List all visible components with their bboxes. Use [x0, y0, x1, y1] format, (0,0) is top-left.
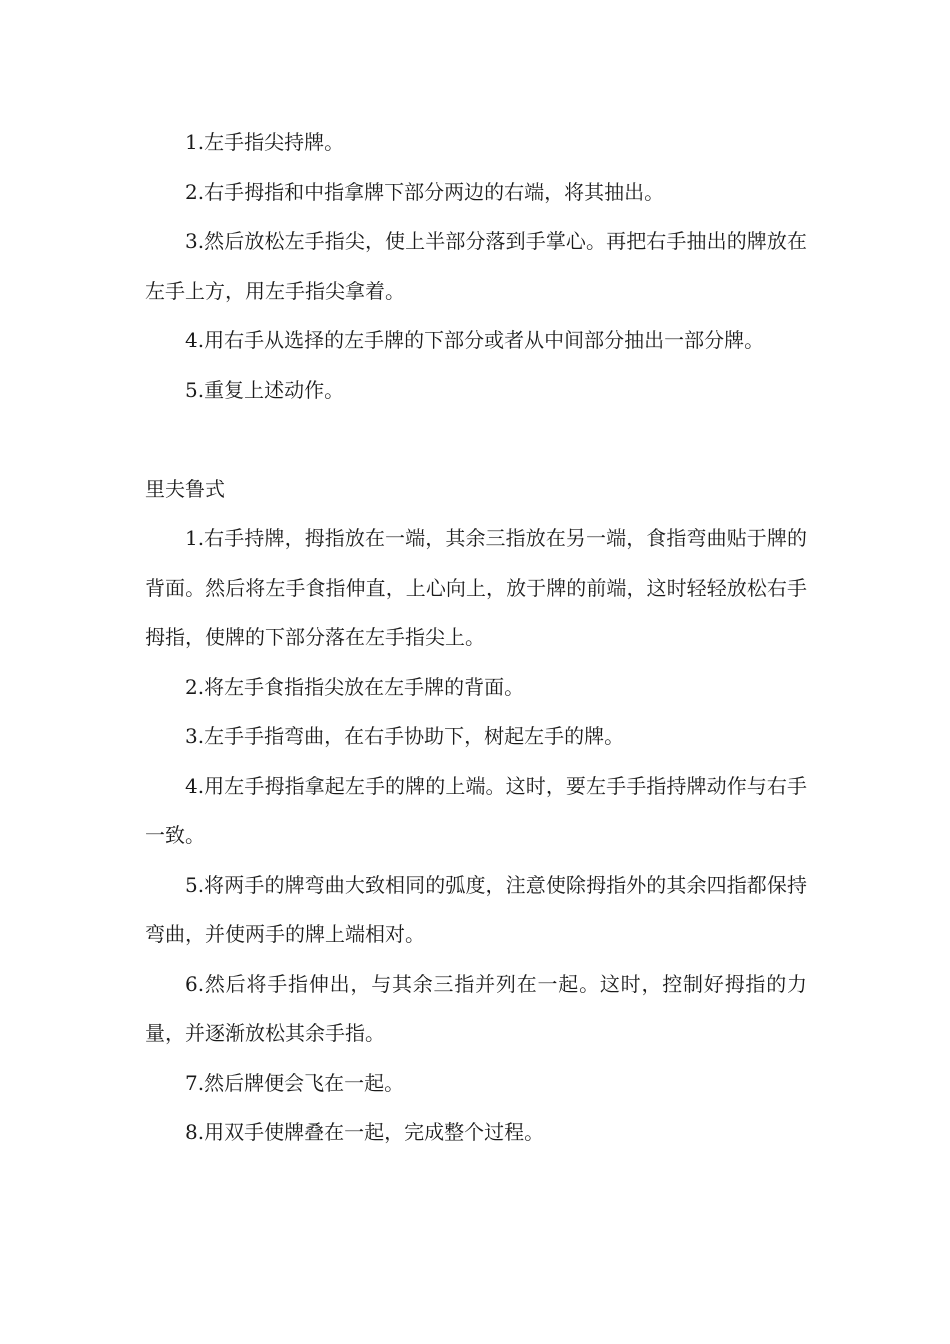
section2-title: 里夫鲁式 [145, 476, 225, 501]
section1-step-2: 2.右手拇指和中指拿牌下部分两边的右端，将其抽出。 [185, 179, 665, 204]
section2-step-3: 3.左手手指弯曲，在右手协助下，树起左手的牌。 [185, 724, 625, 748]
section2-step-8: 8.用双手使牌叠在一起，完成整个过程。 [185, 1120, 545, 1144]
section2-step-7: 7.然后牌便会飞在一起。 [185, 1070, 405, 1095]
section1-step-1: 1.左手指尖持牌。 [185, 130, 345, 154]
section2-step-6: 6.然后将手指伸出，与其余三指并列在一起。这时，控制好拇指的力量，并逐渐放松其余手指。 [145, 971, 807, 1045]
section2-step-5: 5.将两手的牌弯曲大致相同的弧度，注意使除拇指外的其余四指都保持弯曲，并使两手的牌上端相对。 [145, 872, 807, 946]
section1-step-3: 3.然后放松左手指尖，使上半部分落到手掌心。再把右手抽出的牌放在左手上方，用左手指尖拿着。 [145, 229, 807, 303]
section2-step-1: 1.右手持牌，拇指放在一端，其余三指放在另一端，食指弯曲贴于牌的背面。然后将左手食指伸直，上心向上，放于牌的前端，这时轻轻放松右手拇指，使牌的下部分落在左手指尖上。 [145, 526, 807, 649]
document-body [145, 118, 807, 1158]
section2-step-4: 4.用左手拇指拿起左手的牌的上端。这时，要左手手指持牌动作与右手一致。 [145, 773, 807, 847]
section1-step-5: 5.重复上述动作。 [185, 377, 345, 402]
section1-step-4: 4.用右手从选择的左手牌的下部分或者从中间部分抽出一部分牌。 [185, 328, 765, 352]
section2-step-2: 2.将左手食指指尖放在左手牌的背面。 [185, 674, 525, 699]
